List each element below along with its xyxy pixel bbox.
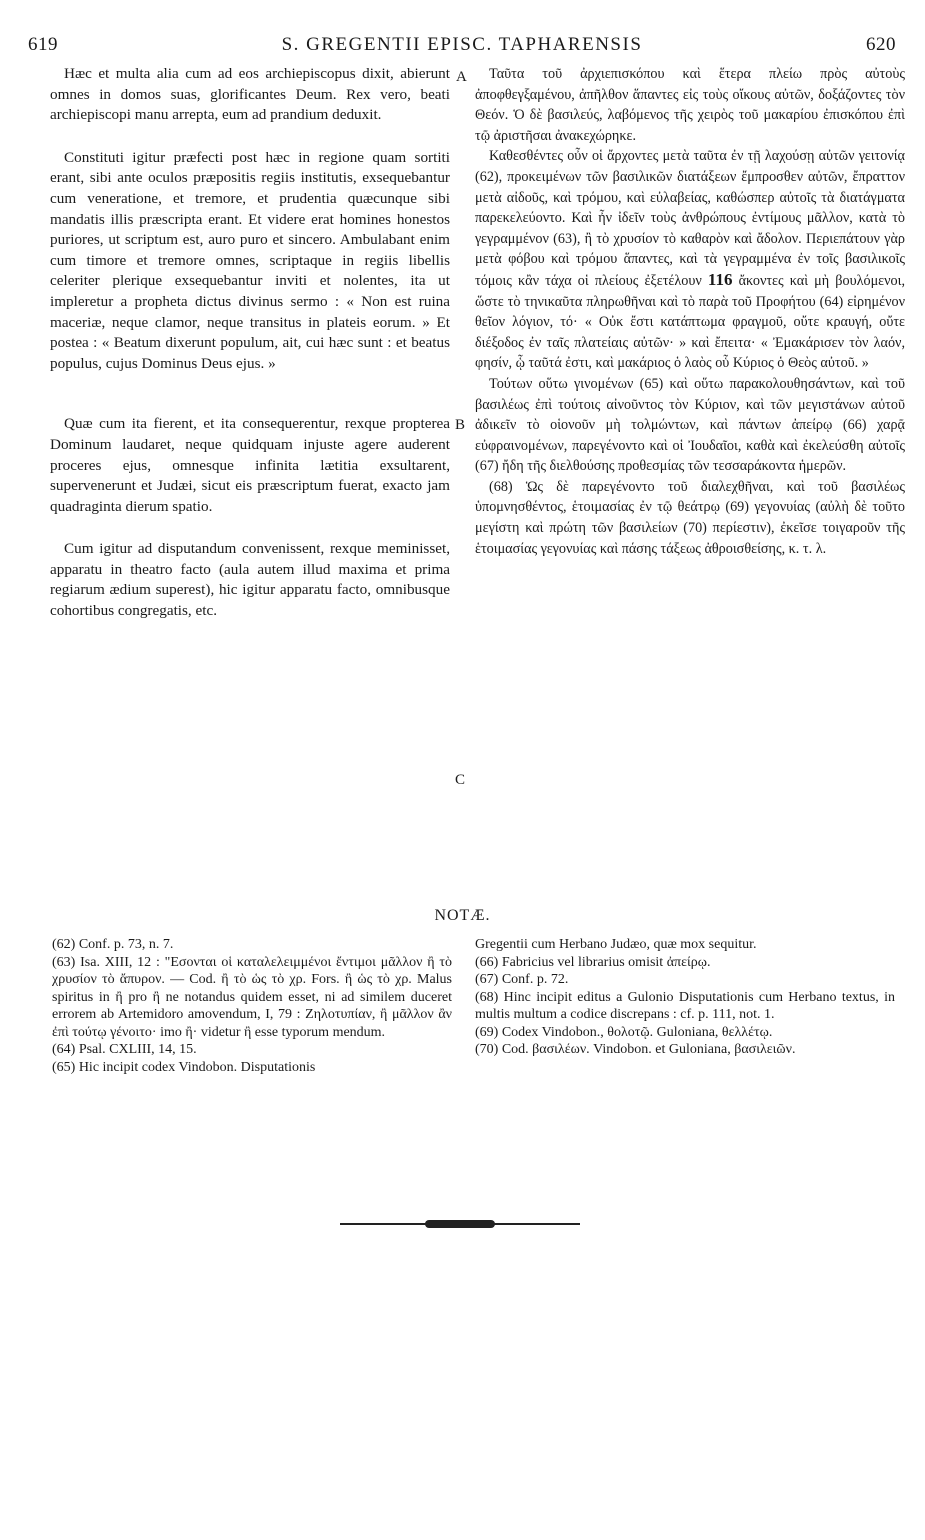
- greek-column: [475, 64, 905, 559]
- latin-paragraph-1: Hæc et multa alia cum ad eos archiepiscopus dixit, abierunt omnes in domos suas, glorificantes Deum. Rex vero, beati archiepiscopi manu arrepta, eum ad prandium deduxit.: [50, 65, 450, 124]
- note-62: (62) Conf. p. 73, n. 7.: [52, 937, 174, 952]
- latin-column: [50, 64, 450, 622]
- greek-paragraph-2b: ἄκοντες καὶ μὴ βουλόμενοι, ὥστε τὸ τηνικαῦτα πληρωθῆναι καὶ τὸ παρὰ τοῦ Προφήτου (64) εἰρημένον θεῖον λόγιον, τό· « Οὐκ ἔστι κατάπτωμα φραγμοῦ, οὔτε κραυγή, οὔτε διέξοδος ἐν ταῖς πλατείαις αὐτῶν· » καὶ ἔπειτα· « Ἐμακάρισεν τὸν λαόν, φησίν, ᾧ ταῦτά ἐστι, καὶ μακάριος ὁ λαὸς οὗ Κύριος ὁ Θεὸς αὐτοῦ. »: [475, 272, 905, 372]
- note-65: (65) Hic incipit codex Vindobon. Disputationis: [52, 1059, 316, 1075]
- note-63: (63) Isa. XIII, 12 : "Εσονται οἱ καταλελειμμένοι ἔντιμοι μᾶλλον ἢ τὸ χρυσίον τὸ ἄπυρον. — Cod. ἢ τὸ ὡς τὸ χρ. Fors. ἢ ὡς τὸ χρ. Malus spiritus in ἢ pro ἢ ne notandus quidem esset, ni ad similem duceret errorem ab Artemidoro amovendum, I, 79 : Ζηλοτυπίαν, ἢ μᾶλλον ἂν ἐπὶ τούτῳ γένοιτο· imo ἢ· videtur ἢ esse typorum mendum.: [52, 954, 452, 1040]
- margin-letter-a: A: [456, 69, 467, 85]
- end-ornament-rule: [340, 1220, 580, 1228]
- rule-ornament: [425, 1220, 495, 1228]
- notes-left-column: [52, 936, 452, 1076]
- greek-paragraph-3: Τούτων οὕτω γινομένων (65) καὶ οὕτω παρακολουθησάντων, καὶ τοῦ βασιλέως ἐπὶ τούτοις αἰνοῦντος τὸν Κύριον, καὶ τῶν μεγιστάνων αὐτοῦ ἀδικεῖν τὸ οἱονοῦν μὴ τολμώντων, καὶ πάντων ἀπείρῳ (66) χαρᾷ εὐφραινομένων, παρεγένοντο καὶ οἱ Ἰουδαῖοι, καθὰ καὶ ἐκελεύσθη αὐτοῖς (67) ἤδη τῆς διελθούσης προθεσμίας τῶν τεσσαράκοντα ἡμερῶν.: [475, 375, 905, 475]
- margin-letter-b: B: [455, 417, 466, 433]
- running-header: [28, 34, 896, 58]
- latin-paragraph-2: Constituti igitur præfecti post hæc in regione quam sortiti erant, sibi ante oculos præpositis regiis institutis, exsequebantur cum veneratione, et tremore, et prudentia quæcunque sibi mandatis illis præscripta erant. Et videre erat homines honestos puriores, ut scriptum est, auro puro et sincero. Ambulabant enim cum timore et tremore omnes, scriptaque in regiis libellis celeriter plerique exsequebantur inviti et nolentes, ita ut impleretur a propheta dictus divinus sermo : « Non est ruina maceriæ, neque clamor, neque transitus in plateis eorum. » Et postea : « Beatum dixerunt populum, ait, cui hæc sunt : et beatus populus, cujus Dominus Deus ejus. »: [50, 148, 450, 372]
- greek-paragraph-1: Ταῦτα τοῦ ἀρχιεπισκόπου καὶ ἕτερα πλείω πρὸς αὐτοὺς ἀποφθεγξαμένου, ἀπῆλθον ἅπαντες εἰς τοὺς οἴκους αὐτῶν, δοξάζοντες τὸν Θεόν. Ὁ δὲ βασιλεύς, λαβόμενος τῆς χειρὸς τοῦ μακαρίου ἐπισκόπου ἐπὶ τῷ ἀριστῆσαι ἀνακεχώρηκε.: [475, 66, 905, 144]
- page-number-left: 619: [28, 34, 58, 55]
- note-65-continued: Gregentii cum Herbano Judæo, quæ mox sequitur.: [475, 937, 757, 952]
- greek-paragraph-2a: Καθεσθέντες οὖν οἱ ἄρχοντες μετὰ ταῦτα ἐν τῇ λαχούσῃ αὐτῶν γειτονίᾳ (62), προκειμένων τῶν βασιλικῶν διατάξεων ἔμπροσθεν αὐτῶν, ἔπραττον μετὰ αἰδοῦς, καὶ τρόμου, καὶ εὐλαβείας, καθώσπερ αὐτοῖς τὰ διατάγματα παρεκελεύοντο. Καὶ ἦν ἰδεῖν τοὺς ἀνθρώπους ἐντίμους μᾶλλον, κατὰ τὸ γεγραμμένον (63), ἢ τὸ χρυσίον τὸ καθαρὸν καὶ ἄδολον. Περιεπάτουν γὰρ μετὰ φόβου καὶ τρόμου ἅπαντες, καὶ τὰ γεγραμμένα ἐν τοῖς βασιλικοῖς τόμοις κἂν τάχα οἱ πλείους ἐξετέλουν: [475, 148, 905, 289]
- note-70: (70) Cod. βασιλέων. Vindobon. et Guloniana, βασιλειῶν.: [475, 1042, 796, 1057]
- note-67: (67) Conf. p. 72.: [475, 972, 569, 987]
- column-number: 116: [707, 269, 733, 289]
- note-66: (66) Fabricius vel librarius omisit ἀπείρῳ.: [475, 954, 711, 970]
- margin-letter-c: C: [455, 772, 466, 788]
- latin-paragraph-4: Cum igitur ad disputandum convenissent, rexque meminisset, apparatu in theatro facto (aula autem illud maxima et prima regiarum ædium superest), hic igitur apparatu facto, omnibusque cohortibus congregatis, etc.: [50, 540, 450, 620]
- greek-paragraph-2: [475, 146, 905, 374]
- notes-right-column: [475, 936, 895, 1059]
- note-68: (68) Hinc incipit editus a Gulonio Disputationis cum Herbano textus, in multis multum a codice discrepans : cf. p. 111, not. 1.: [475, 989, 895, 1022]
- latin-paragraph-3: Quæ cum ita fierent, et ita consequerentur, rexque propterea Dominum laudaret, neque quidquam injuste agere auderent proceres ejus, omnesque infinita lætitia exsultarent, supervenerunt et Judæi, sicut eis præscriptum fuerat, exacto jam quadraginta dierum spatio.: [50, 415, 450, 515]
- notes-heading: NOTÆ.: [434, 907, 491, 924]
- note-64: (64) Psal. CXLIII, 14, 15.: [52, 1042, 197, 1057]
- page-number-right: 620: [866, 34, 896, 55]
- greek-paragraph-4: (68) Ὡς δὲ παρεγένοντο τοῦ διαλεχθῆναι, καὶ τοῦ βασιλέως ὑπομνησθέντος, ἑτοιμασίας ἐν τῷ θεάτρῳ (69) γεγονυίας (αὐλὴ δὲ τοῦτο μεγίστη καὶ πρώτη τῶν βασιλείων (70) περίεστιν), ἐκεῖσε τοιγαροῦν τῆς ἑτοιμασίας γεγονυίας καὶ πάσης τάξεως ἀθροισθείσης, κ. τ. λ.: [475, 478, 905, 557]
- note-69: (69) Codex Vindobon., θολοτῷ. Guloniana, θελλέτῳ.: [475, 1024, 773, 1040]
- running-title: S. GREGENTII EPISC. TAPHARENSIS: [281, 34, 643, 55]
